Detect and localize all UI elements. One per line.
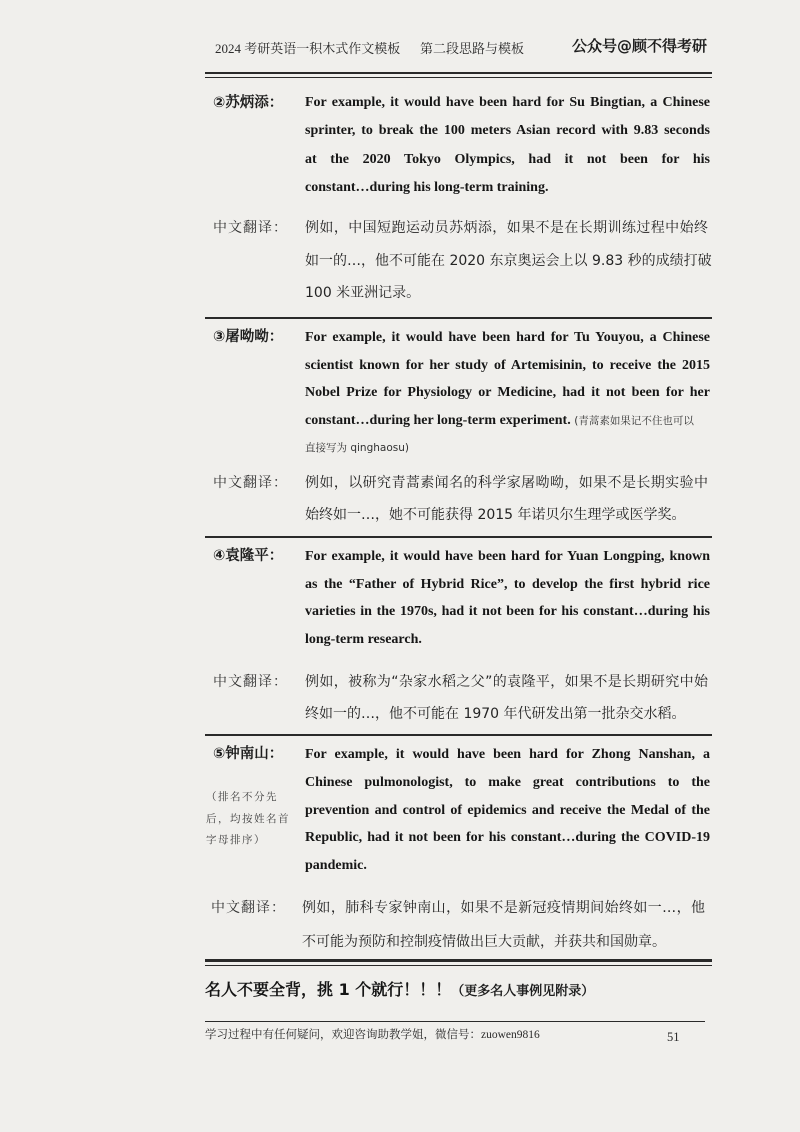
english-line: constant…during his long-term training. (305, 180, 549, 196)
english-line-text: constant…during her long-term experiment. (305, 412, 571, 428)
english-line (305, 407, 710, 436)
entry-english-su-bingtian (305, 89, 710, 203)
side-note-line: （排名不分先 (206, 791, 278, 803)
section-rule-thin (205, 965, 712, 966)
section-rule-thick (205, 959, 712, 962)
chinese-line: 例如，肺科专家钟南山，如果不是新冠疫情期间始终如一…，他 (302, 900, 705, 916)
ordering-side-note (206, 787, 290, 852)
page-number: 51 (667, 1030, 680, 1044)
chinese-line: 例如，以研究青蒿素闻名的科学家屠呦呦，如果不是长期实验中 (305, 475, 708, 491)
side-note-line: 后，均按姓名首 (206, 812, 290, 825)
english-line: Nobel Prize for Physiology or Medicine, had it not been for her (305, 385, 710, 400)
english-line: scientist known for her study of Artemisinin, to receive the 2015 (305, 357, 710, 373)
tip-main-text: 名人不要全背，挑 1 个就行！！！ (205, 980, 452, 999)
english-line: For example, it would have been hard for Zhong Nanshan, a (305, 747, 710, 762)
translation-label: 中文翻译： (211, 900, 286, 916)
english-line: For example, it would have been hard for Yuan Longping, known (305, 549, 710, 564)
translation-label: 中文翻译： (213, 674, 288, 690)
pinyin-note-continued: 直接写为 qinghaosu) (305, 442, 409, 454)
chinese-line: 始终如一…，她不可能获得 2015 年诺贝尔生理学或医学奖。 (305, 507, 686, 523)
pinyin-note: (青蒿素如果记不住也可以 (574, 414, 694, 427)
header-section: 第二段思路与模板 (420, 41, 525, 56)
english-line: Chinese pulmonologist, to make great contributions to the (305, 774, 710, 790)
translation-label: 中文翻译： (213, 475, 288, 491)
header-title: 2024 考研英语一积木式作文模板 (215, 41, 401, 56)
english-line: long-term research. (305, 632, 422, 648)
chinese-line: 例如，被称为“杂家水稻之父”的袁隆平，如果不是长期研究中始 (305, 674, 708, 690)
footer-rule (205, 1021, 705, 1022)
memorization-tip (205, 978, 594, 1004)
english-line: For example, it would have been hard for Su Bingtian, a Chinese (305, 95, 710, 110)
english-line: varieties in the 1970s, had it not been for his constant…during his (305, 604, 710, 620)
header-rule-thick (205, 72, 712, 74)
entry-label-yuan-longping: ④袁隆平： (213, 548, 284, 564)
english-line: at the 2020 Tokyo Olympics, had it not been for his (305, 151, 710, 167)
header-account: 公众号@顾不得考研 (572, 37, 708, 55)
side-note-line: 字母排序） (206, 834, 266, 846)
entry-chinese-tu-youyou (305, 467, 708, 531)
entry-chinese-yuan-longping (305, 666, 708, 730)
footer-contact: 学习过程中有任何疑问，欢迎咨询助教学姐，微信号：zuowen9816 (205, 1029, 540, 1041)
english-line: Republic, had it not been for his constant…during the COVID-19 (305, 830, 710, 846)
entry-label-zhong-nanshan: ⑤钟南山： (213, 746, 284, 762)
english-line: sprinter, to break the 100 meters Asian record with 9.83 seconds (305, 123, 710, 139)
english-line: pandemic. (305, 858, 367, 873)
translation-label: 中文翻译： (213, 220, 288, 236)
entry-divider (205, 536, 712, 538)
entry-english-yuan-longping (305, 543, 710, 654)
chinese-line: 不可能为预防和控制疫情做出巨大贡献，并获共和国勋章。 (302, 934, 666, 950)
chinese-line: 终如一的…，他不可能在 1970 年代研发出第一批杂交水稻。 (305, 706, 686, 722)
english-line: For example, it would have been hard for Tu Youyou, a Chinese (305, 330, 710, 345)
entry-chinese-su-bingtian (305, 212, 712, 310)
entry-chinese-zhong-nanshan (302, 891, 705, 959)
entry-divider (205, 734, 712, 736)
entry-english-zhong-nanshan (305, 741, 710, 880)
tip-aside-text: （更多名人事例见附录） (451, 984, 595, 999)
entry-english-tu-youyou (305, 324, 710, 463)
header-rule-thin (205, 77, 712, 78)
chinese-line: 例如，中国短跑运动员苏炳添，如果不是在长期训练过程中始终 (305, 220, 708, 236)
english-line: as the “Father of Hybrid Rice”, to develop the first hybrid rice (305, 576, 710, 592)
english-line: prevention and control of epidemics and receive the Medal of the (305, 802, 710, 818)
entry-label-su-bingtian: ②苏炳添： (213, 95, 284, 111)
entry-divider (205, 317, 712, 319)
entry-label-tu-youyou: ③屠呦呦： (213, 329, 284, 345)
chinese-line: 100 米亚洲记录。 (305, 285, 421, 301)
chinese-line: 如一的…，他不可能在 2020 东京奥运会上以 9.83 秒的成绩打破 (305, 252, 712, 269)
